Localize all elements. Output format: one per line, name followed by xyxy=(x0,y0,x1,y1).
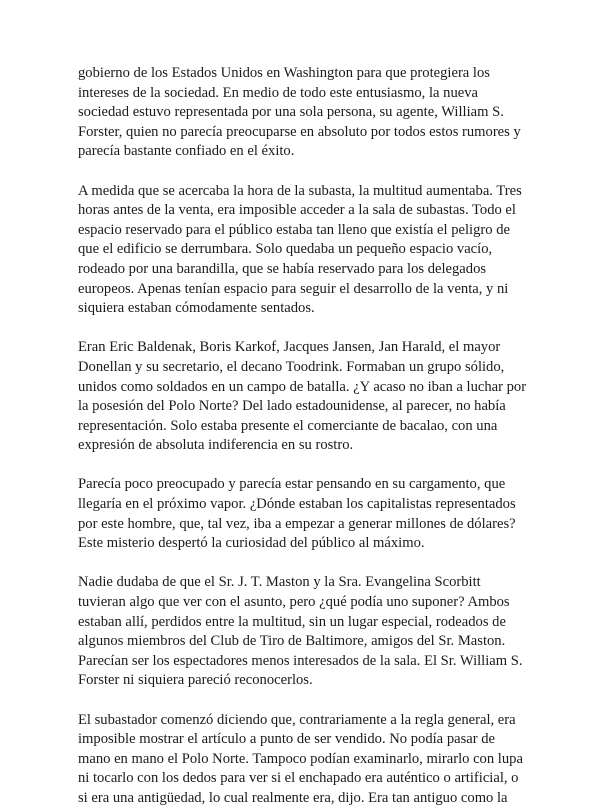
paragraph: El subastador comenzó diciendo que, contrariamente a la regla general, era imposible mostrar el artículo a punto de ser vendido. No podía pasar de mano en mano el Polo Norte. Tampoco podían examinarlo, mirarlo con lupa ni tocarlo con los dedos para ver si el enchapado era auténtico o artificial, o si era una antigüedad, lo cual realmente era, dijo. Era tan antiguo como la xyxy=(78,711,523,806)
paragraph: Eran Eric Baldenak, Boris Karkof, Jacques Jansen, Jan Harald, el mayor Donellan y su secretario, el decano Toodrink. Formaban un grupo sólido, unidos como soldados en un campo de batalla. ¿Y acaso no iban a luchar por la posesión del Polo Norte? Del lado estadounidense, al parecer, no había representación. Solo estaba presente el comerciante de bacalao, con una expresión de absoluta indiferencia en su rostro. xyxy=(78,339,527,454)
document-page xyxy=(78,64,530,809)
paragraph: Parecía poco preocupado y parecía estar pensando en su cargamento, que llegaría en el próximo vapor. ¿Dónde estaban los capitalistas representados por este hombre, que, tal vez, iba a empezar a generar millones de dólares? Este misterio despertó la curiosidad del público al máximo. xyxy=(78,476,516,552)
paragraph: gobierno de los Estados Unidos en Washington para que protegiera los intereses de la sociedad. En medio de todo este entusiasmo, la nueva sociedad estuvo representada por una sola persona, su agente, William S. Forster, quien no parecía preocuparse en absoluto por todos estos rumores y parecía bastante confiado en el éxito. xyxy=(78,65,521,160)
paragraph: Nadie dudaba de que el Sr. J. T. Maston y la Sra. Evangelina Scorbitt tuvieran algo que ver con el asunto, pero ¿qué podía uno suponer? Ambos estaban allí, perdidos entre la multitud, sin un lugar especial, rodeados de algunos miembros del Club de Tiro de Baltimore, amigos del Sr. Maston. Parecían ser los espectadores menos interesados de la sala. El Sr. William S. Forster ni siquiera pareció reconocerlos. xyxy=(78,574,523,689)
paragraph: A medida que se acercaba la hora de la subasta, la multitud aumentaba. Tres horas antes de la venta, era imposible acceder a la sala de subastas. Todo el espacio reservado para el público estaba tan lleno que existía el peligro de que el edificio se derrumbara. Solo quedaba un pequeño espacio vacío, rodeado por una barandilla, que se había reservado para los delegados europeos. Apenas tenían espacio para seguir el desarrollo de la venta, y ni siquiera estaban cómodamente sentados. xyxy=(78,182,522,317)
